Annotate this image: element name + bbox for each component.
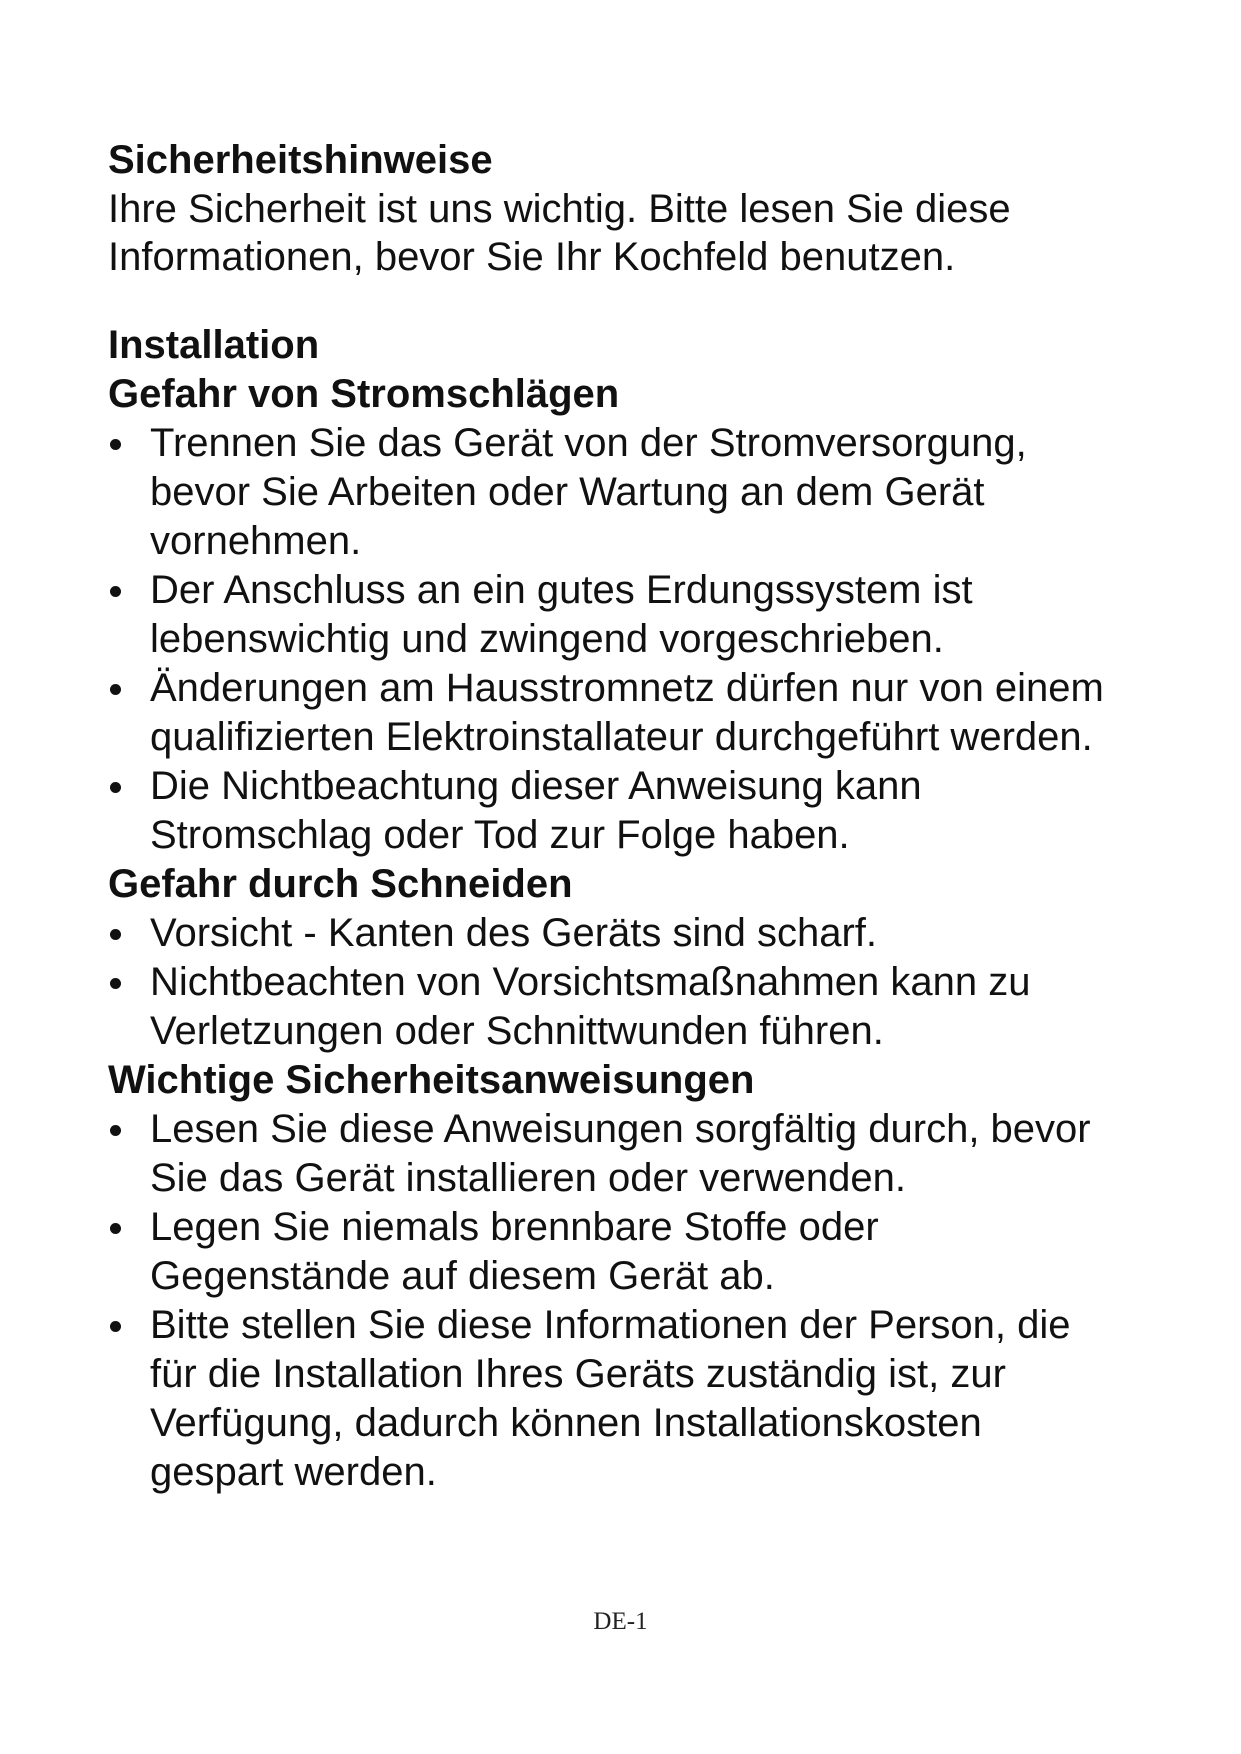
bullet-list bbox=[108, 419, 1118, 860]
document-body bbox=[108, 136, 1118, 1497]
bullet-icon bbox=[110, 1223, 121, 1234]
list-item-text: Der Anschluss an ein gutes Erdungssystem ist lebenswichtig und zwingend vorgeschrieben. bbox=[150, 568, 973, 661]
list-item-text: Änderungen am Hausstromnetz dürfen nur von einem qualifizierten Elektroinstallateur durchgeführt werden. bbox=[150, 666, 1104, 759]
bullet-icon bbox=[110, 684, 121, 695]
bullet-icon bbox=[110, 1321, 121, 1332]
list-item-text: Die Nichtbeachtung dieser Anweisung kann Stromschlag oder Tod zur Folge haben. bbox=[150, 764, 922, 857]
list-item-text: Legen Sie niemals brennbare Stoffe oder Gegenstände auf diesem Gerät ab. bbox=[150, 1205, 879, 1298]
list-item bbox=[108, 566, 1118, 664]
bullet-icon bbox=[110, 586, 121, 597]
list-item bbox=[108, 1301, 1118, 1497]
section-title: Gefahr von Stromschlägen bbox=[108, 372, 620, 416]
bullet-icon bbox=[110, 1125, 121, 1136]
list-item-text: Nichtbeachten von Vorsichtsmaßnahmen kann zu Verletzungen oder Schnittwunden führen. bbox=[150, 960, 1031, 1053]
intro-paragraph: Ihre Sicherheit ist uns wichtig. Bitte lesen Sie diese Informationen, bevor Sie Ihr Kochfeld benutzen. bbox=[108, 187, 1011, 279]
bullet-list bbox=[108, 1105, 1118, 1497]
list-item bbox=[108, 419, 1118, 566]
section-title: Wichtige Sicherheitsanweisungen bbox=[108, 1058, 755, 1102]
section-title: Gefahr durch Schneiden bbox=[108, 862, 573, 906]
bullet-list bbox=[108, 909, 1118, 1056]
installation-heading: Installation bbox=[108, 323, 320, 367]
bullet-icon bbox=[110, 929, 121, 940]
section-cutting-hazard bbox=[108, 860, 1118, 1056]
list-item bbox=[108, 909, 1118, 958]
list-item-text: Bitte stellen Sie diese Informationen der Person, die für die Installation Ihres Geräts zuständig ist, zur Verfügung, dadurch können Installationskosten gespart werden. bbox=[150, 1303, 1071, 1494]
page-number: DE-1 bbox=[593, 1608, 648, 1635]
list-item-text: Vorsicht - Kanten des Geräts sind scharf. bbox=[150, 911, 878, 955]
bullet-icon bbox=[110, 439, 121, 450]
list-item bbox=[108, 1203, 1118, 1301]
bullet-icon bbox=[110, 978, 121, 989]
list-item-text: Trennen Sie das Gerät von der Stromversorgung, bevor Sie Arbeiten oder Wartung an dem Gerät vornehmen. bbox=[150, 421, 1027, 563]
section-important-safety bbox=[108, 1056, 1118, 1497]
page-title: Sicherheitshinweise bbox=[108, 138, 493, 182]
section-electric-shock bbox=[108, 370, 1118, 860]
list-item bbox=[108, 1105, 1118, 1203]
bullet-icon bbox=[110, 782, 121, 793]
list-item bbox=[108, 958, 1118, 1056]
list-item bbox=[108, 762, 1118, 860]
list-item-text: Lesen Sie diese Anweisungen sorgfältig durch, bevor Sie das Gerät installieren oder verwenden. bbox=[150, 1107, 1091, 1200]
list-item bbox=[108, 664, 1118, 762]
